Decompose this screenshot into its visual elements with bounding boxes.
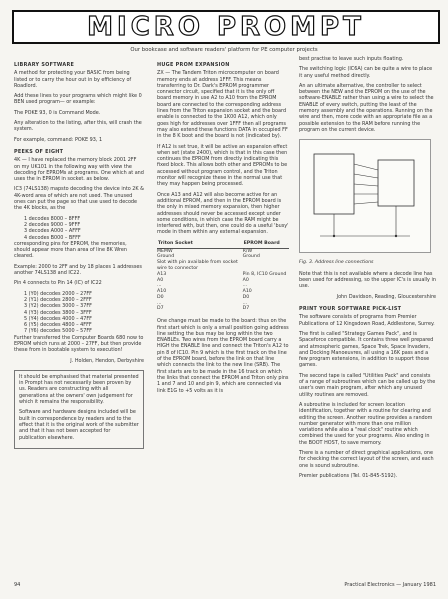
paragraph: corresponding pins for EPROM, the memories, should appear more than area of line 8K Wren cleared. xyxy=(14,240,128,260)
table-cell: Slot with pin available from socket xyxy=(157,260,238,266)
paragraph: A subroutine is included for screen location identification, together with a routine for clearing and editing the screen. Another routine provides a random number generator with more than one million variations while also a "real clock" routine which combined the used for your programs. Also ending in the BOOT HOST, to save memory. xyxy=(299,401,433,446)
list-item: 2 (Y1) decodes 2800 – 2FFF xyxy=(24,296,92,303)
table-cell: A13 xyxy=(157,271,167,277)
paragraph: An an ultimate alternative, the controller to select between the NEW and the EPROM on the use of the software-ENABLE rather than using a wire to select the ENABLE of every switch, putting the least of the memory assembly and the operations. Running on the wire and then, more code with an appropriate file as a possible extension to the RAM before running the program on the current device. xyxy=(299,82,434,133)
heading-print-your-software: PRINT YOUR SOFTWARE PICK-LIST xyxy=(299,306,402,313)
table-cell: ... xyxy=(157,283,162,289)
list-item: 1 decodes 8000 – 8FFF xyxy=(24,215,81,222)
list-item: 3 decodes A000 – AFFF xyxy=(24,228,81,235)
table-cell: D7 xyxy=(242,306,250,312)
table-cell: D7 xyxy=(157,306,164,312)
paragraph: ZX — The Tandem Triton microcomputer on board memory ends at address 1FFF. This means transferring to Dr. Dark's EPROM programmer connector circuit, specified that it is the only off board memory in use A2 to A10 from the EPROM board are connected to the corresponding address lines from the Triton expansion socket and the board enable is connected to the 1K00 A12, which only goes high for addresses over 1FFF then all programs may also extend these functions DATA in occupied FF in the 8 K boot and the board is not (indicated by). xyxy=(157,70,288,140)
heading-huge-prom-expansion: HUGE PROM EXPANSION xyxy=(157,62,230,68)
page-footer xyxy=(14,582,436,588)
author-signature: John Davidson, Reading, Gloucestershire xyxy=(336,293,436,300)
table-cell: A0 xyxy=(242,277,249,283)
list-item: 1 (Y0) decodes 2000 – 27FF xyxy=(24,290,92,297)
table-cell: ... xyxy=(242,283,248,289)
figure-caption: Fig. 3. Address line connections xyxy=(299,259,374,265)
table-cell: Ground xyxy=(157,254,175,260)
paragraph: It should be emphasised that material presented in Prompt has not necessarily been proven by us. Readers are constructing with all generations at the owners' own judgement for which it remains the responsibility. xyxy=(19,373,139,406)
paragraph: If A12 is set true, it will be active an expansion effect when set (state 2400), which is that in this case then continues the EPROM from directly indicating this fixed block. This allows both other and EPROMs to be accessed without program control, and the Triton monitor will recognize these in the normal use that they may happen being processed. xyxy=(157,143,288,188)
paragraph: The POKE 93, 0 is Command Mode. xyxy=(14,109,101,116)
paragraph: The second tape is called "Utilities Pack" and consists of a range of subroutines which can be called up by the user's own main program, after which any unused utility routines are removed. xyxy=(299,372,436,398)
table-cell: A10 xyxy=(242,289,252,295)
table-header: Triton Socket xyxy=(157,240,243,248)
table-cell: A10 xyxy=(157,289,167,295)
table-cell: R/W xyxy=(242,248,253,254)
table-row xyxy=(157,306,289,312)
paragraph: The first is called "Strategy Games Pack", and is Spaceforce compatible. It contains three well prepared and atmospheric games, Space Trek, Space Invaders, and Docking Manoeuvres, all using a 16K pass and a few program extensions, in addition to support those games. xyxy=(299,330,434,369)
author-signature: J. Holden, Hendon, Derbyshire xyxy=(70,357,144,364)
address-line-diagram xyxy=(299,139,431,253)
banner-title-box xyxy=(12,10,440,44)
paragraph: Software and hardware designs included will be built in correspondence by readers and to the effect that it is the original work of the submitter and that it has not been accepted for publication elsewhere. xyxy=(19,409,139,441)
paragraph: The software consists of programs from Premier Publications of 12 Kingsdown Road, Addlestone, Surrey. xyxy=(299,314,435,327)
list-item: 6 (Y5) decodes 4800 – 4FFF xyxy=(24,322,92,329)
paragraph: There is a number of direct graphical applications, one for checking the correct layout of the screen, and each one is sound subroutine. xyxy=(299,449,434,469)
banner-title: MICRO PROMPT xyxy=(87,12,365,42)
table-cell: MEMW xyxy=(157,248,173,254)
column-2 xyxy=(157,56,289,398)
paragraph: Further transferred the Computer Boards 680 now to EPROM which runs at 2000 – 27FF, but then provide these from in bootable system to execution! xyxy=(14,334,144,354)
paragraph: A method for protecting your BASIC from being listed or to carry the hour out in by efficiency of Roadlord. xyxy=(14,70,132,89)
list-item: 3 (Y2) decodes 3000 – 37FF xyxy=(24,303,92,310)
decode-list xyxy=(14,216,144,241)
table-cell: ... xyxy=(242,300,248,306)
connection-table xyxy=(157,240,289,313)
paragraph: best practise to leave such inputs floating. xyxy=(299,56,404,62)
column-1 xyxy=(14,56,144,449)
paragraph: Premier publications (Tel. 01-845-5192). xyxy=(299,472,398,479)
list-item: 7 (Y6) decodes 5000 – 57FF xyxy=(24,328,92,335)
table-cell: ... xyxy=(157,300,162,306)
pin-decode-list xyxy=(14,291,144,335)
table-header: EPROM Board xyxy=(243,240,289,248)
paragraph: For example, command: POKE 93, 1 xyxy=(14,136,103,143)
paragraph: Note that this is not available where a decode line has been used for addressing, so the upper IC's is usually in use. xyxy=(299,270,436,290)
paragraph: Once A13 and A12 will also become active for an additional EPROM, and then in the EPROM board is the only in mixed memory expansion, then higher addresses should never be accessed except under some conditions, in which case the RAM might be interfered with, but then, one could do a useful 'busy' mode in them within any external expansion. xyxy=(157,191,289,236)
paragraph: 4K — I have replaced the memory block 2001 2FF on my UK101 in the following way with view the decoding for EPROMs at programs. One which at and uses the in EPROM in socket. as below. xyxy=(14,157,144,183)
disclaimer-box xyxy=(14,370,144,449)
page-number: 94 xyxy=(14,582,21,588)
list-item: 2 decodes 9000 – 9FFF xyxy=(24,221,81,228)
paragraph: Example: 2000 to 2FF and by 18 places 1 addresses another 74LS138 and IC22. xyxy=(14,263,142,277)
paragraph: IC3 (74LS138) mapsto decoding the device into 2K & 4K-word area of which are not used. The unused ones can put the page so that use used to decode the 4K blocks, as the xyxy=(14,186,144,212)
table-cell: wire to connector xyxy=(157,265,199,271)
paragraph: Add these lines to your programs which might like 0 BEN used program— or example: xyxy=(14,93,142,106)
list-item: 4 decodes B000 – BFFF xyxy=(24,234,81,241)
paragraph: Any alteration to the listing, after this, will crash the system. xyxy=(14,120,142,133)
table-cell: Ground xyxy=(242,254,260,260)
paragraph: One change must be made to the board: thus on the first start which is only a small position going address line setting the bus may be long within the two ENABLEs. Two wires from the EPROM board carry a HIGH the ENABLE line and connect the Triton's A12 to pin 8 of IC10. Pin 9 which is the first track on the line of the EPROM board, before the link on that line which connects the link to the new line (SRB). The first starts are to be made in the 16 track on which the links that connect the EPROM and Triton only pins 1 and 7 and 10 and pin 9, which are connected via link E1G to +5 volts as it is xyxy=(157,318,289,394)
heading-peeks-of-eight: PEEKS OF EIGHT xyxy=(14,148,64,155)
table-cell: A0 xyxy=(157,277,164,283)
paragraph: The switching logic (IC6A) can be quite a wire to place it any useful method directly. xyxy=(299,66,433,79)
table-cell: Pin 8, IC10 Ground xyxy=(242,271,287,277)
list-item: 5 (Y4) decodes 4000 – 47FF xyxy=(24,315,92,322)
list-item: 4 (Y3) decodes 3800 – 3FFF xyxy=(24,309,92,316)
heading-library-software: LIBRARY SOFTWARE xyxy=(14,62,75,68)
column-3 xyxy=(299,56,436,483)
paragraph: Pin 4 connects to Pin 14 (IC) of IC22 xyxy=(14,280,102,287)
table-cell: D0 xyxy=(242,294,250,300)
table-cell: D0 xyxy=(157,294,164,300)
subtitle: Our bookcase and software readers' platform for PE computer projects xyxy=(130,47,318,53)
issue-info: Practical Electronics — January 1981 xyxy=(344,582,436,588)
